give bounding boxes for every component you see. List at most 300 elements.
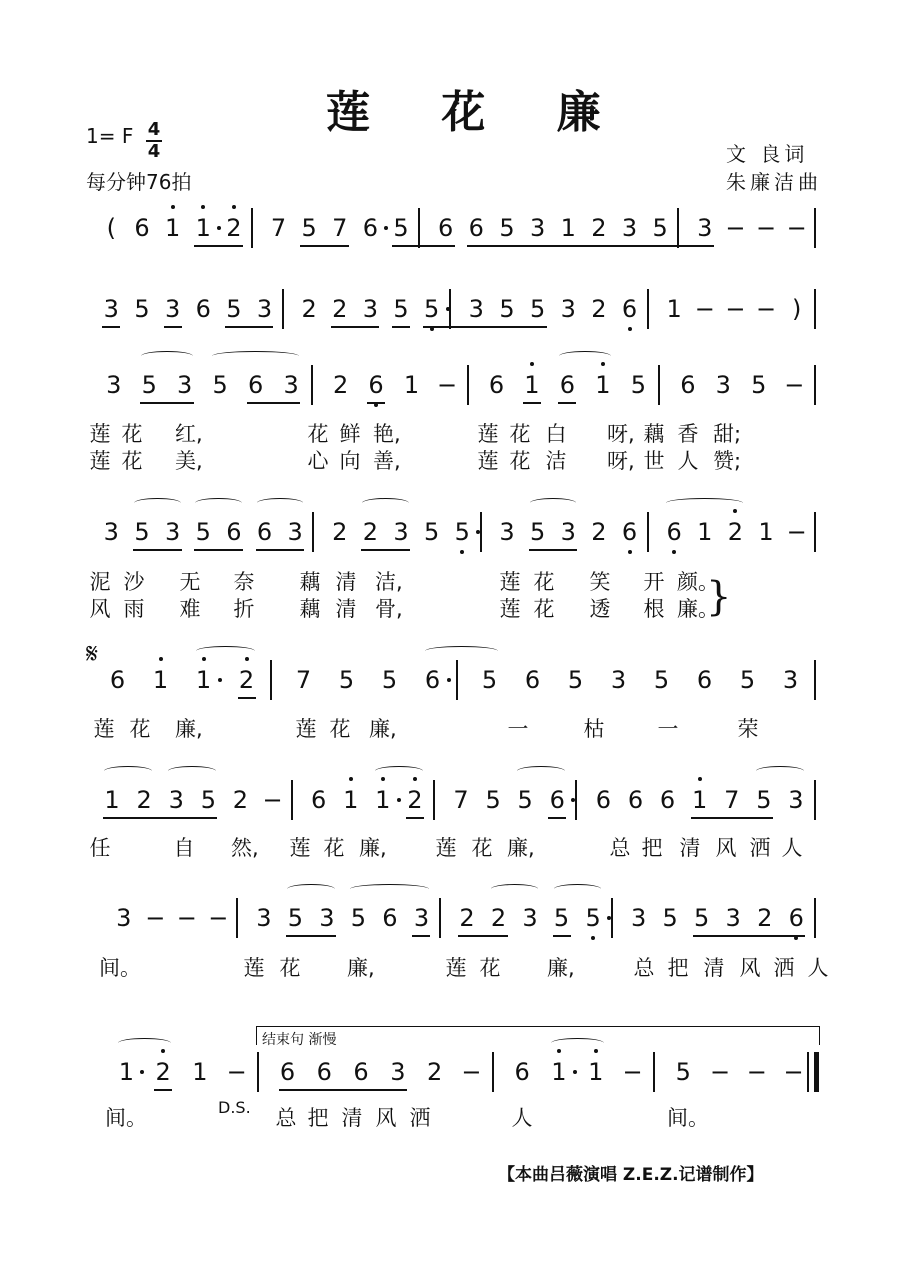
lyric-syllable: 清	[679, 836, 701, 860]
lyric-syllable: 莲	[89, 422, 111, 446]
note-digit: 3	[283, 371, 299, 399]
beam-underline	[392, 326, 410, 328]
note-digit: 6	[226, 518, 242, 546]
note-digit: 5	[454, 518, 470, 546]
note-digit: 1	[192, 1058, 208, 1086]
barline	[257, 1052, 259, 1092]
note-digit: −	[755, 295, 777, 323]
lyric-syllable: 开	[643, 570, 665, 594]
note-digit: 5	[499, 214, 515, 242]
lyric-syllable: 骨,	[375, 597, 403, 621]
note-digit: 3	[715, 371, 731, 399]
lyric-syllable: 廉,	[369, 717, 397, 741]
beam-underline	[247, 402, 300, 404]
lyric-syllable: 莲	[499, 570, 521, 594]
note-digit: 1	[588, 1058, 604, 1086]
barline	[480, 512, 482, 552]
note-digit: 5	[381, 666, 398, 694]
lyric-syllable: 风	[715, 836, 737, 860]
lyric-syllable: 莲	[477, 422, 499, 446]
beam-underline	[133, 549, 182, 551]
lyric-syllable: 洒	[749, 836, 771, 860]
lyric-syllable: 红,	[175, 422, 203, 446]
slur	[287, 884, 335, 894]
lyric-syllable: 清	[335, 570, 357, 594]
beam-underline	[691, 817, 773, 819]
beam-underline	[154, 1089, 172, 1091]
note-digit: 1	[104, 786, 120, 814]
note-digit: −	[226, 1058, 247, 1086]
note-digit: 5	[287, 904, 304, 932]
note-digit: 2	[238, 666, 255, 694]
note-digit: 3	[697, 214, 713, 242]
note-digit: 5	[481, 666, 498, 694]
slur	[756, 766, 804, 776]
note-digit: 3	[782, 666, 799, 694]
barline	[236, 898, 238, 938]
slur	[559, 351, 610, 361]
barline	[611, 898, 613, 938]
beam-underline	[553, 935, 571, 937]
lyric-syllable: 花	[121, 449, 143, 473]
octave-down-dot	[628, 550, 632, 554]
lyric-syllable: 间。	[105, 1106, 147, 1130]
lyric-syllable: 清	[335, 597, 357, 621]
note-digit: 3	[103, 295, 119, 323]
note-digit: −	[746, 1058, 767, 1086]
lyric-syllable: 把	[641, 836, 663, 860]
note-digit: 6	[659, 786, 676, 814]
beam-underline	[423, 326, 547, 328]
lyric-syllable: 廉,	[347, 956, 375, 980]
time-signature	[146, 121, 162, 161]
note-digit: 1	[195, 666, 212, 694]
lyric-syllable: 莲	[445, 956, 467, 980]
lyric-syllable: 美,	[175, 449, 203, 473]
barline	[677, 208, 679, 248]
barline	[658, 365, 660, 405]
lyric-syllable: 把	[307, 1106, 329, 1130]
octave-up-dot	[698, 777, 702, 781]
note-digit: 5	[424, 295, 440, 323]
lyric-syllable: 任	[89, 836, 111, 860]
lyric-syllable: 廉。	[677, 597, 719, 621]
lyric-syllable: 艳,	[373, 422, 401, 446]
note-digit: 6	[666, 518, 682, 546]
octave-up-dot	[159, 657, 163, 661]
lyric-syllable: 花	[129, 717, 151, 741]
slur	[196, 646, 255, 656]
note-digit: 3	[287, 518, 303, 546]
note-digit: 5	[662, 904, 678, 932]
beam-underline	[103, 817, 217, 819]
octave-down-dot	[460, 550, 464, 554]
note-digit: −	[709, 1058, 731, 1086]
note-digit: 2	[332, 518, 348, 546]
note-digit: 3	[529, 214, 546, 242]
barline	[814, 208, 816, 248]
note-digit: 3	[177, 371, 193, 399]
note-digit: 2	[591, 518, 607, 546]
beam-underline	[300, 245, 349, 247]
note-digit: 7	[295, 666, 312, 694]
note-digit: 7	[270, 214, 287, 242]
note-digit: 1	[152, 666, 169, 694]
note-digit: 6	[247, 371, 264, 399]
note-digit: −	[725, 214, 746, 242]
lyric-syllable: 世	[643, 449, 665, 473]
note-digit: 5	[630, 371, 646, 399]
slur	[168, 766, 216, 776]
lyric-syllable: 人	[677, 449, 699, 473]
note-digit: 6	[134, 214, 150, 242]
octave-up-dot	[381, 777, 385, 781]
note-digit: 3	[468, 295, 484, 323]
beam-underline	[523, 402, 541, 404]
note-digit: 3	[413, 904, 430, 932]
lyric-syllable: 人	[781, 836, 803, 860]
note-digit: 1	[666, 295, 682, 323]
note-digit: 6	[514, 1058, 530, 1086]
slur	[425, 646, 498, 656]
note-digit: 5	[134, 518, 150, 546]
note-digit: 6	[595, 786, 612, 814]
note-digit: 1	[758, 518, 774, 546]
note-digit: 1	[118, 1058, 135, 1086]
note-digit: 5	[350, 904, 367, 932]
lyric-syllable: 莲	[295, 717, 317, 741]
barline	[282, 289, 284, 329]
lyric-syllable: 颜。	[677, 570, 719, 594]
lyric-syllable: 廉,	[547, 956, 575, 980]
note-digit: 2	[332, 371, 349, 399]
octave-up-dot	[201, 205, 205, 209]
lyric-syllable: 花	[509, 449, 531, 473]
note-digit: −	[208, 904, 229, 932]
note-digit: 6	[468, 214, 484, 242]
barline	[433, 780, 435, 820]
segno-sign: 𝄋	[86, 637, 99, 670]
slur	[134, 498, 181, 508]
note-digit: 5	[652, 214, 668, 242]
note-digit: 2	[757, 904, 773, 932]
note-digit: 3	[106, 371, 122, 399]
beam-underline	[238, 697, 256, 699]
beam-underline	[164, 326, 182, 328]
lyric-syllable: 藕	[299, 597, 321, 621]
lyric-syllable: 洁,	[375, 570, 403, 594]
lyric-syllable: 莲	[499, 597, 521, 621]
note-digit: 3	[630, 904, 647, 932]
note-digit: 1	[343, 786, 359, 814]
beam-underline	[225, 326, 274, 328]
beam-underline	[412, 935, 430, 937]
note-digit: )	[791, 295, 802, 323]
lyric-syllable: 风	[375, 1106, 397, 1130]
note-digit: 6	[353, 1058, 369, 1086]
lyric-syllable: 花	[533, 597, 555, 621]
lyric-syllable: 把	[667, 956, 689, 980]
lyric-syllable: 一	[657, 717, 679, 741]
lyric-syllable: 心	[307, 449, 329, 473]
barline	[291, 780, 293, 820]
note-digit: 6	[382, 904, 398, 932]
note-digit: 7	[724, 786, 740, 814]
barline	[653, 1052, 655, 1092]
note-digit: 3	[621, 214, 638, 242]
slur	[375, 766, 423, 776]
barline	[575, 780, 577, 820]
note-digit: 3	[522, 904, 538, 932]
augmentation-dot	[397, 798, 401, 802]
note-digit: 2	[459, 904, 475, 932]
note-digit: 6	[488, 371, 505, 399]
lyric-syllable: 莲	[435, 836, 457, 860]
lyric-syllable: 莲	[89, 449, 111, 473]
beam-underline	[194, 245, 243, 247]
song-title: 莲 花 廉	[326, 87, 629, 138]
lyric-syllable: 呀,	[607, 422, 635, 446]
slur	[362, 498, 409, 508]
lyric-syllable: 甜;	[713, 422, 742, 446]
note-digit: 1	[524, 371, 540, 399]
note-digit: (	[106, 214, 116, 242]
barline	[251, 208, 253, 248]
lyric-syllable: 透	[589, 597, 611, 621]
slur	[554, 884, 602, 894]
note-digit: 3	[116, 904, 132, 932]
octave-up-dot	[601, 362, 605, 366]
octave-up-dot	[232, 205, 236, 209]
ending-bracket	[256, 1026, 820, 1045]
note-digit: 5	[739, 666, 756, 694]
note-digit: 2	[155, 1058, 171, 1086]
lyric-syllable: 藕	[643, 422, 665, 446]
note-digit: −	[694, 295, 715, 323]
note-digit: 5	[393, 295, 409, 323]
note-digit: 3	[725, 904, 741, 932]
note-digit: 2	[407, 786, 423, 814]
augmentation-dot	[140, 1070, 144, 1074]
lyric-syllable: 泥	[89, 570, 111, 594]
note-digit: 6	[316, 1058, 332, 1086]
note-digit: 3	[390, 1058, 406, 1086]
octave-down-dot	[672, 550, 676, 554]
beam-underline	[331, 326, 380, 328]
lyric-syllable: 香	[677, 422, 699, 446]
barline	[814, 512, 816, 552]
note-digit: 3	[256, 904, 272, 932]
note-digit: 6	[256, 518, 273, 546]
slur	[350, 884, 429, 894]
augmentation-dot	[573, 1070, 577, 1074]
note-digit: 2	[426, 1058, 443, 1086]
note-digit: 5	[751, 371, 767, 399]
lyricist-credit: 文 良词	[726, 142, 809, 166]
barline	[456, 660, 458, 700]
barline	[647, 512, 649, 552]
note-digit: −	[622, 1058, 643, 1086]
lyric-syllable: 间。	[99, 956, 141, 980]
lyric-syllable: 风	[739, 956, 761, 980]
note-digit: 3	[164, 518, 181, 546]
note-digit: 1	[375, 786, 391, 814]
octave-up-dot	[171, 205, 175, 209]
beam-underline	[256, 549, 305, 551]
note-digit: −	[145, 904, 166, 932]
slur	[517, 766, 565, 776]
note-digit: 5	[485, 786, 501, 814]
octave-up-dot	[202, 657, 206, 661]
lyric-syllable: 人	[511, 1106, 533, 1130]
lyric-syllable: 风	[89, 597, 111, 621]
slur	[257, 498, 304, 508]
note-digit: 2	[136, 786, 152, 814]
lyric-syllable: 难	[179, 597, 201, 621]
lyric-syllable: 花	[471, 836, 493, 860]
slur	[530, 498, 577, 508]
note-digit: 2	[226, 214, 242, 242]
note-digit: 6	[621, 518, 638, 546]
lyric-syllable: 雨	[123, 597, 145, 621]
slur	[195, 498, 242, 508]
lyric-syllable: 清	[341, 1106, 363, 1130]
lyric-syllable: 廉,	[175, 717, 203, 741]
final-barline	[814, 1052, 819, 1092]
beam-underline	[406, 817, 424, 819]
lyric-syllable: 奈	[233, 570, 255, 594]
lyric-syllable: 折	[233, 597, 255, 621]
note-digit: 6	[627, 786, 644, 814]
note-digit: 2	[232, 786, 249, 814]
lyric-syllable: 花	[121, 422, 143, 446]
note-digit: 5	[694, 904, 710, 932]
octave-down-dot	[628, 327, 632, 331]
note-digit: 2	[591, 295, 607, 323]
note-digit: 5	[653, 666, 670, 694]
composer-credit: 朱廉洁曲	[726, 170, 822, 194]
lyric-syllable: 廉,	[359, 836, 387, 860]
note-digit: 6	[279, 1058, 296, 1086]
lyric-syllable: 廉,	[507, 836, 535, 860]
lyric-syllable: 荣	[737, 717, 759, 741]
barline	[814, 365, 816, 405]
note-digit: 6	[788, 904, 804, 932]
note-digit: −	[461, 1058, 482, 1086]
slur	[212, 351, 299, 361]
note-digit: 6	[362, 214, 379, 242]
barline	[814, 660, 816, 700]
note-digit: 1	[697, 518, 713, 546]
note-digit: −	[783, 1058, 804, 1086]
note-digit: 1	[403, 371, 420, 399]
note-digit: 3	[164, 295, 181, 323]
barline	[439, 898, 441, 938]
note-digit: 6	[621, 295, 638, 323]
beam-underline	[279, 1089, 407, 1091]
note-digit: 1	[595, 371, 611, 399]
note-digit: 1	[692, 786, 708, 814]
note-digit: 6	[524, 666, 541, 694]
final-barline-thin	[807, 1052, 809, 1092]
note-digit: 6	[424, 666, 441, 694]
lyric-syllable: 鲜	[339, 422, 361, 446]
lyric-syllable: 莲	[243, 956, 265, 980]
barline	[647, 289, 649, 329]
lyric-syllable: 洒	[409, 1106, 431, 1130]
slur	[666, 498, 743, 508]
lyric-syllable: 莲	[93, 717, 115, 741]
lyric-syllable: 然,	[231, 836, 259, 860]
barline	[311, 365, 313, 405]
augmentation-dot	[447, 678, 451, 682]
slur	[491, 884, 539, 894]
note-digit: 7	[453, 786, 469, 814]
note-digit: 3	[560, 518, 576, 546]
octave-up-dot	[413, 777, 417, 781]
lyric-syllable: 花	[329, 717, 351, 741]
note-digit: 5	[424, 518, 440, 546]
barline	[814, 289, 816, 329]
barline	[814, 780, 816, 820]
note-digit: 5	[529, 295, 546, 323]
note-digit: 6	[310, 786, 327, 814]
slur	[141, 351, 192, 361]
lyric-syllable: 总	[275, 1106, 297, 1130]
augmentation-dot	[217, 226, 221, 230]
note-digit: 1	[551, 1058, 567, 1086]
note-digit: 2	[490, 904, 507, 932]
barline	[492, 1052, 494, 1092]
lyric-syllable: 无	[179, 570, 201, 594]
lyric-syllable: 向	[339, 449, 361, 473]
note-digit: 3	[319, 904, 335, 932]
note-digit: 5	[567, 666, 584, 694]
note-digit: 3	[103, 518, 119, 546]
note-digit: 6	[559, 371, 576, 399]
ds-mark: D.S.	[218, 1098, 251, 1117]
augmentation-dot	[384, 226, 388, 230]
lyric-syllable: 花	[509, 422, 531, 446]
octave-down-dot	[591, 936, 595, 940]
octave-up-dot	[530, 362, 534, 366]
note-digit: −	[262, 786, 283, 814]
note-digit: 3	[610, 666, 627, 694]
beam-underline	[361, 549, 410, 551]
slur	[104, 766, 152, 776]
note-digit: 3	[362, 295, 379, 323]
note-digit: 5	[212, 371, 228, 399]
note-digit: 5	[756, 786, 772, 814]
note-digit: 5	[195, 518, 211, 546]
note-digit: 3	[499, 518, 515, 546]
lyric-syllable: 藕	[299, 570, 321, 594]
note-digit: −	[786, 518, 807, 546]
tempo-marking: 每分钟76拍	[86, 170, 192, 194]
note-digit: 5	[393, 214, 409, 242]
barline	[418, 208, 420, 248]
lyric-syllable: 花	[479, 956, 501, 980]
octave-up-dot	[161, 1049, 165, 1053]
barline	[312, 512, 314, 552]
lyric-syllable: 总	[633, 956, 655, 980]
lyric-syllable: 莲	[477, 449, 499, 473]
footer-credit: 【本曲吕薇演唱 Z.E.Z.记谱制作】	[498, 1165, 764, 1185]
note-digit: 5	[338, 666, 355, 694]
note-digit: 6	[195, 295, 211, 323]
note-digit: 1	[560, 214, 576, 242]
lyric-syllable: 莲	[289, 836, 311, 860]
